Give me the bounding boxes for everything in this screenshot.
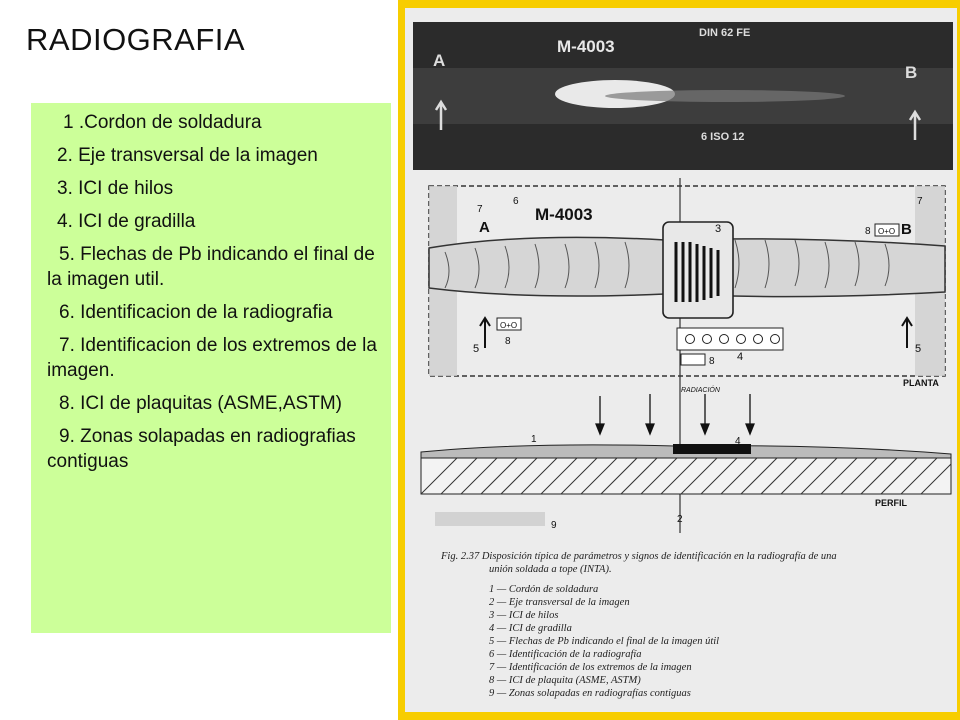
overlap-swatch-callout: 9 xyxy=(551,520,557,531)
film-id: M-4003 xyxy=(557,37,615,56)
caption-title-2: unión soldada a tope (INTA). xyxy=(489,564,612,575)
plan-view-label: PLANTA xyxy=(903,378,939,388)
figure-caption xyxy=(440,551,837,699)
callout-4: 4 xyxy=(737,351,744,363)
plan-id: M-4003 xyxy=(535,205,593,224)
lead-arrow-left-icon xyxy=(480,318,490,348)
legend-item-9: 9. Zonas solapadas en radiografias contiguas xyxy=(47,426,356,472)
legend-item-1: 1 .Cordon de soldadura xyxy=(63,112,262,133)
callout-5-left: 5 xyxy=(473,343,480,355)
profile-callout-4: 4 xyxy=(735,436,741,447)
caption-item-3: 3 — ICI de hilos xyxy=(489,610,559,621)
plan-label-a: A xyxy=(479,219,490,236)
legend-box xyxy=(31,103,391,633)
wire-iqi-wires xyxy=(676,242,718,302)
slide-title: RADIOGRAFIA xyxy=(26,22,246,57)
caption-title: Fig. 2.37 Disposición típica de parámetros y signos de identificación en la radiografía de una xyxy=(441,551,837,562)
plaque-iqi-right-label: O+O xyxy=(878,227,896,236)
caption-item-4: 4 — ICI de gradilla xyxy=(489,623,572,634)
film-din-label: DIN 62 FE xyxy=(699,27,751,39)
radiation-label: RADIACIÓN xyxy=(681,387,720,394)
legend-item-3: 3. ICI de hilos xyxy=(57,178,174,199)
step-iqi-plate xyxy=(677,328,783,350)
lead-arrow-right-icon xyxy=(902,318,912,348)
legend-item-6: 6. Identificacion de la radiografia xyxy=(59,302,333,323)
legend-item-5: 5. Flechas de Pb indicando el final de la imagen util. xyxy=(47,244,375,290)
callout-8-left: 8 xyxy=(505,336,511,347)
legend-item-4: 4. ICI de gradilla xyxy=(57,211,196,232)
legend-item-8: 8. ICI de plaquitas (ASME,ASTM) xyxy=(59,393,342,414)
callout-7-right: 7 xyxy=(917,196,923,207)
axis-callout-2: 2 xyxy=(677,514,683,525)
callout-5-right: 5 xyxy=(915,343,922,355)
film-weld-streak xyxy=(605,90,845,102)
plaque-iqi-left-label: O+O xyxy=(500,321,518,330)
caption-item-2: 2 — Eje transversal de la imagen xyxy=(489,597,630,608)
plaque-iqi-center xyxy=(681,354,705,365)
legend-item-2: 2. Eje transversal de la imagen xyxy=(57,145,318,166)
callout-7-left: 7 xyxy=(477,204,483,215)
profile-view xyxy=(421,434,951,525)
caption-item-5: 5 — Flechas de Pb indicando el final de la imagen útil xyxy=(489,636,720,647)
callout-8-center: 8 xyxy=(709,356,715,367)
caption-item-9: 9 — Zonas solapadas en radiografías contiguas xyxy=(489,688,691,699)
caption-item-7: 7 — Identificación de los extremos de la imagen xyxy=(489,662,692,673)
profile-callout-1: 1 xyxy=(531,434,537,445)
radiation-arrows xyxy=(596,385,754,434)
scanned-figure xyxy=(405,8,957,712)
plan-label-b: B xyxy=(901,221,912,238)
film-label-a: A xyxy=(433,51,446,70)
radiograph-film xyxy=(413,22,953,170)
film-label-b: B xyxy=(905,63,918,82)
caption-item-8: 8 — ICI de plaquita (ASME, ASTM) xyxy=(489,675,641,686)
film-iso-label: 6 ISO 12 xyxy=(701,131,745,143)
callout-3: 3 xyxy=(715,223,722,235)
legend-item-7: 7. Identificacion de los extremos de la imagen. xyxy=(47,335,377,381)
profile-view-label: PERFIL xyxy=(875,498,908,508)
caption-item-6: 6 — Identificación de la radiografía xyxy=(489,649,642,660)
callout-6: 6 xyxy=(513,196,519,207)
overlap-swatch xyxy=(435,512,545,526)
callout-8-right: 8 xyxy=(865,226,871,237)
figure-svg xyxy=(405,8,957,712)
caption-item-1: 1 — Cordón de soldadura xyxy=(489,584,599,595)
